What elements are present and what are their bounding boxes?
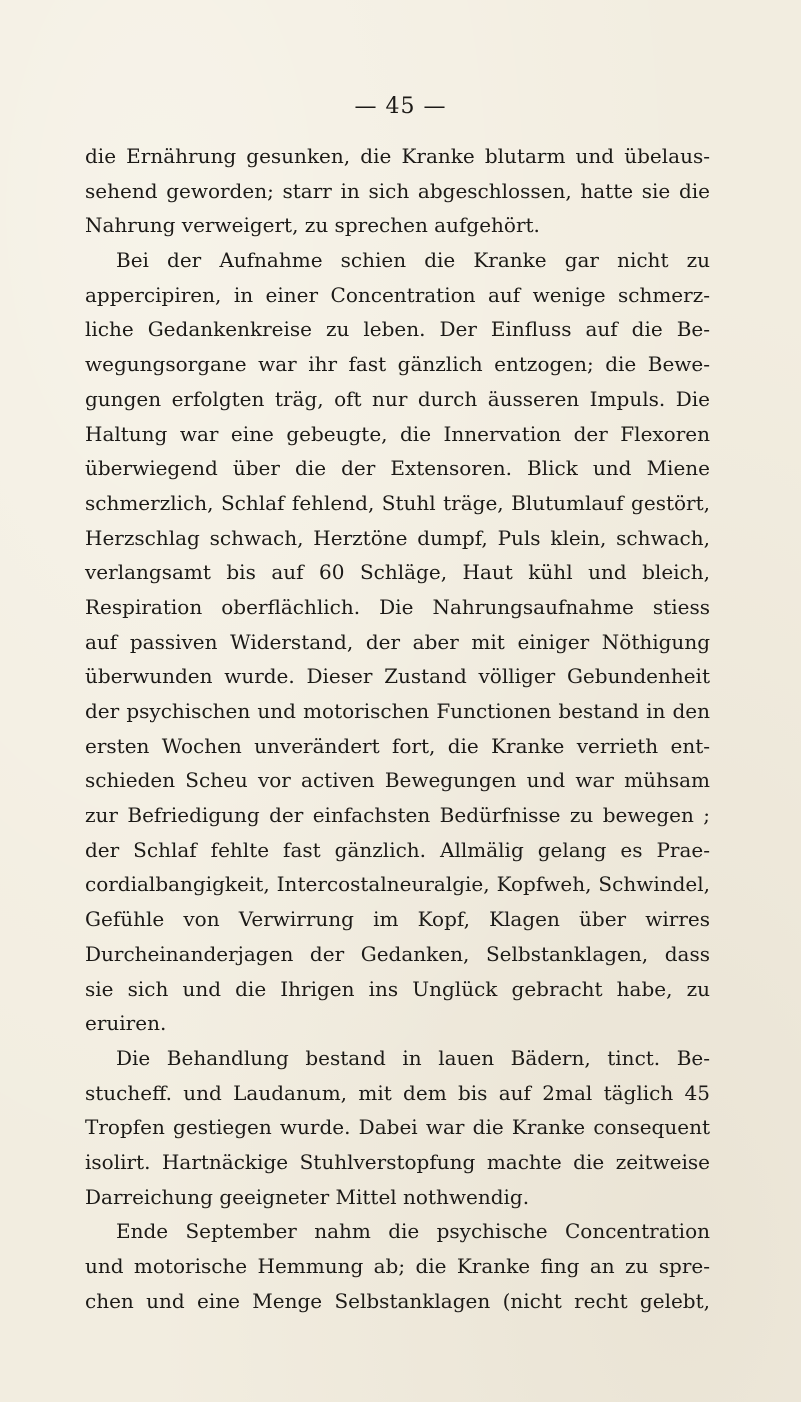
text-line: Darreichung geeigneter Mittel nothwendig. bbox=[85, 1184, 530, 1209]
text-line: der Schlaf fehlte fast gänzlich. Allmälig gelang es Prae- bbox=[85, 837, 710, 862]
text-line: verlangsamt bis auf 60 Schläge, Haut kühl und bleich, bbox=[85, 560, 710, 585]
text-line: chen und eine Menge Selbstanklagen (nicht recht gelebt, bbox=[85, 1288, 710, 1313]
text-line: cordialbangigkeit, Intercostalneuralgie, Kopfweh, Schwindel, bbox=[85, 872, 710, 897]
text-line: isolirt. Hartnäckige Stuhlverstopfung machte die zeitweise bbox=[85, 1149, 710, 1174]
text-line: Bei der Aufnahme schien die Kranke gar nicht zu bbox=[116, 248, 710, 273]
body-text bbox=[85, 139, 710, 1318]
text-line: überwunden wurde. Dieser Zustand völliger Gebundenheit bbox=[85, 664, 710, 689]
text-line: Respiration oberflächlich. Die Nahrungsaufnahme stiess bbox=[85, 594, 710, 619]
text-line: auf passiven Widerstand, der aber mit einiger Nöthigung bbox=[85, 629, 710, 654]
text-line: ersten Wochen unverändert fort, die Kranke verrieth ent- bbox=[85, 733, 710, 758]
text-line: schmerzlich, Schlaf fehlend, Stuhl träge, Blutumlauf gestört, bbox=[85, 490, 710, 515]
text-line: Haltung war eine gebeugte, die Innervation der Flexoren bbox=[85, 421, 710, 446]
text-line: stucheff. und Laudanum, mit dem bis auf 2mal täglich 45 bbox=[85, 1080, 710, 1105]
text-line: zur Befriedigung der einfachsten Bedürfnisse zu bewegen ; bbox=[85, 803, 710, 828]
text-line: der psychischen und motorischen Functionen bestand in den bbox=[85, 699, 710, 723]
page-number: — 45 — bbox=[354, 94, 447, 119]
text-line: wegungsorgane war ihr fast gänzlich entzogen; die Bewe- bbox=[85, 352, 710, 377]
text-line: Durcheinanderjagen der Gedanken, Selbstanklagen, dass bbox=[85, 941, 710, 966]
text-line: Nahrung verweigert, zu sprechen aufgehört. bbox=[85, 213, 540, 238]
text-line: Gefühle von Verwirrung im Kopf, Klagen über wirres bbox=[85, 907, 710, 932]
text-line: appercipiren, in einer Concentration auf wenige schmerz- bbox=[85, 282, 710, 307]
text-line: Ende September nahm die psychische Concentration bbox=[116, 1219, 710, 1244]
text-line: Herzschlag schwach, Herztöne dumpf, Puls klein, schwach, bbox=[85, 525, 710, 550]
text-line: die Ernährung gesunken, die Kranke blutarm und übelaus- bbox=[85, 144, 710, 168]
text-line: sie sich und die Ihrigen ins Unglück gebracht habe, zu bbox=[85, 976, 710, 1001]
text-line: und motorische Hemmung ab; die Kranke fing an zu spre- bbox=[85, 1254, 710, 1278]
text-line: gungen erfolgten träg, oft nur durch äusseren Impuls. Die bbox=[85, 386, 710, 411]
text-line: liche Gedankenkreise zu leben. Der Einfluss auf die Be- bbox=[85, 317, 710, 342]
text-line: sehend geworden; starr in sich abgeschlossen, hatte sie die bbox=[85, 178, 710, 203]
text-line: eruiren. bbox=[85, 1011, 167, 1036]
text-line: Die Behandlung bestand in lauen Bädern, tinct. Be- bbox=[116, 1045, 710, 1070]
text-line: Tropfen gestiegen wurde. Dabei war die Kranke consequent bbox=[85, 1115, 710, 1140]
text-line: schieden Scheu vor activen Bewegungen und war mühsam bbox=[85, 768, 710, 793]
text-line: überwiegend über die der Extensoren. Blick und Miene bbox=[85, 456, 710, 481]
